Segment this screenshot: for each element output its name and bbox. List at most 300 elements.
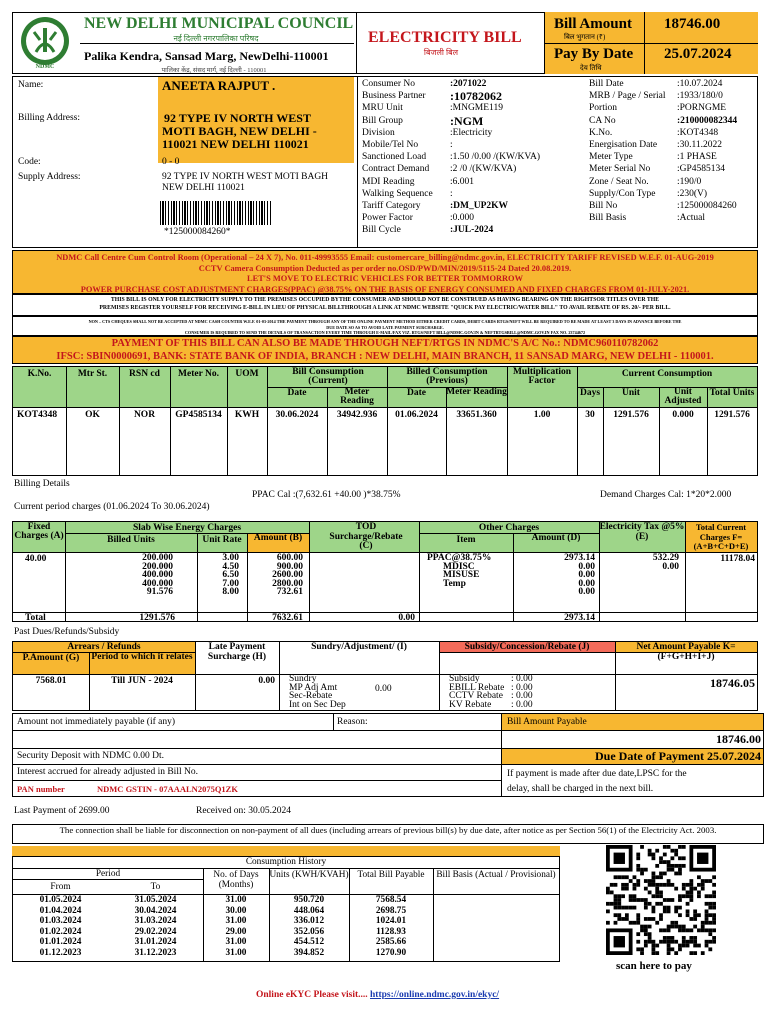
slab-amount: 2600.00 — [272, 570, 303, 580]
history-cell-days: 31.00 — [225, 895, 247, 905]
col-meter-no: Meter No. — [178, 369, 219, 379]
detail-row — [362, 102, 540, 114]
qr-module — [701, 951, 705, 955]
qr-module — [682, 894, 686, 898]
qr-module — [663, 936, 667, 940]
detail-value: :NGM — [450, 113, 484, 128]
qr-module — [712, 940, 716, 944]
detail-value: :2 /0 /(KW/KVA) — [450, 164, 517, 175]
history-cell-total: 1270.90 — [375, 947, 407, 958]
detail-key: MDI Reading — [362, 176, 415, 187]
qr-module — [678, 868, 682, 872]
detail-value: :1 PHASE — [677, 152, 717, 163]
history-cell-from: 01.05.2024 — [39, 895, 82, 905]
qr-module — [636, 940, 640, 944]
qr-module — [629, 879, 633, 883]
sundry-item: MP Adj Amt — [289, 682, 338, 693]
supply-address-line-1: 92 TYPE IV NORTH WEST MOTI BAGH — [162, 172, 329, 182]
slab-amount: 900.00 — [276, 561, 303, 572]
qr-module — [686, 913, 690, 917]
slab-rate: 3.00 — [222, 553, 239, 563]
col-uom: UOM — [235, 369, 259, 379]
qr-module — [670, 940, 674, 944]
neft-line-1: PAYMENT OF THIS BILL CAN ALSO BE MADE THROUGH NEFT/RTGS IN NDMC'S A/C No.: NDMC960110782062 — [111, 338, 659, 349]
qr-module — [697, 853, 708, 864]
qr-module — [689, 940, 693, 944]
qr-module — [629, 906, 633, 910]
qr-module — [682, 936, 686, 940]
qr-module — [644, 928, 648, 932]
detail-key: Bill Date — [589, 79, 624, 89]
qr-module — [697, 944, 701, 948]
qr-module — [705, 902, 709, 906]
bill-amount-value: 18746.00 — [664, 16, 721, 32]
qr-module — [640, 928, 644, 932]
qr-module — [712, 902, 716, 906]
other-amounts-list — [513, 554, 595, 597]
detail-row — [589, 176, 737, 188]
qr-module — [633, 906, 637, 910]
barcode-text: *125000084260* — [164, 227, 231, 237]
qr-module — [633, 894, 637, 898]
qr-module — [697, 894, 701, 898]
detail-row — [589, 163, 737, 175]
detail-key: Power Factor — [362, 213, 413, 224]
neft-banner — [12, 336, 758, 364]
qr-module — [689, 917, 693, 921]
col-fixed-charges: Fixed Charges (A) — [14, 522, 64, 541]
qr-module — [655, 951, 659, 955]
detail-key: Bill No — [589, 201, 618, 212]
col-from: From — [50, 882, 71, 892]
qr-module — [712, 913, 716, 917]
subsidy-row — [449, 701, 533, 710]
qr-module — [610, 902, 614, 906]
qr-module — [670, 864, 674, 868]
qr-module — [625, 887, 629, 891]
qr-module — [652, 906, 656, 910]
qr-module — [674, 872, 678, 876]
qr-module — [667, 936, 671, 940]
qr-module — [625, 913, 629, 917]
history-cell-units: 336.012 — [293, 916, 325, 926]
col-prev-reading: Meter Reading — [446, 387, 507, 397]
qr-module — [689, 891, 693, 895]
slab-rate: 8.00 — [222, 587, 239, 597]
qr-module — [686, 891, 690, 895]
ekyc-link[interactable]: https://online.ndmc.gov.in/ekyc/ — [370, 990, 500, 1000]
qr-module — [617, 906, 621, 910]
qr-module — [648, 917, 652, 921]
qr-module — [708, 921, 712, 925]
qr-module — [614, 906, 618, 910]
qr-module — [712, 921, 716, 925]
sundry-item: Sundry — [289, 674, 317, 684]
qr-module — [682, 887, 686, 891]
qr-module — [674, 909, 678, 913]
qr-module — [693, 913, 697, 917]
qr-module — [689, 883, 693, 887]
qr-module — [652, 856, 656, 860]
qr-module — [663, 860, 667, 864]
history-cell-units: 352.056 — [293, 926, 325, 937]
qr-module — [621, 875, 625, 879]
pan-label: PAN number — [17, 784, 65, 794]
meter-table — [12, 366, 758, 476]
last-payment: Last Payment of 2699.00 — [14, 806, 110, 816]
lpsc-line-1: If payment is made after due date,LPSC for the — [507, 769, 687, 779]
other-amount: 0.00 — [578, 578, 595, 589]
detail-value: :30.11.2022 — [677, 140, 723, 151]
qr-module — [621, 894, 625, 898]
qr-module — [670, 936, 674, 940]
slab-unit: 400.000 — [142, 570, 173, 580]
qr-module — [659, 891, 663, 895]
qr-module — [678, 947, 682, 951]
qr-module — [670, 849, 674, 853]
history-cell-total: 1024.01 — [375, 916, 407, 926]
detail-value: :GP4585134 — [677, 164, 726, 175]
qr-module — [636, 853, 640, 857]
qr-module — [705, 944, 709, 948]
detail-row — [362, 163, 540, 175]
cell-mult: 1.00 — [533, 410, 551, 420]
subsidy-key: CCTV Rebate — [449, 691, 503, 701]
cell-mtr: OK — [85, 410, 100, 420]
qr-module — [655, 887, 659, 891]
barcode — [160, 201, 272, 225]
sundry-list — [289, 675, 346, 709]
history-table — [12, 856, 560, 962]
subsidy-value: : 0.00 — [511, 691, 533, 701]
qr-module — [636, 856, 640, 860]
qr-module — [655, 944, 659, 948]
qr-module — [705, 921, 709, 925]
interest-accrued: Interest accrued for already adjusted in Bill No. — [17, 767, 198, 777]
qr-module — [636, 921, 640, 925]
history-cell-to: 31.01.2024 — [134, 937, 177, 947]
bill-details — [589, 78, 737, 224]
col-to: To — [150, 882, 161, 892]
qr-module — [682, 883, 686, 887]
qr-module — [686, 909, 690, 913]
qr-module — [701, 883, 705, 887]
subsidy-value: : 0.00 — [511, 674, 533, 684]
col-period: Period — [95, 869, 121, 879]
detail-key: K.No. — [589, 127, 613, 138]
qr-module — [652, 917, 656, 921]
qr-module — [693, 936, 697, 940]
cheque-notice-box — [12, 316, 758, 336]
qr-module — [682, 864, 686, 868]
qr-module — [663, 883, 667, 887]
qr-module — [659, 917, 663, 921]
detail-row — [589, 139, 737, 151]
qr-module — [625, 883, 629, 887]
detail-value: :2071022 — [450, 79, 487, 89]
qr-module — [701, 879, 705, 883]
qr-module — [655, 883, 659, 887]
detail-value: :0.000 — [450, 213, 475, 224]
qr-module — [644, 944, 648, 948]
qr-module — [644, 906, 648, 910]
cell-late: 0.00 — [258, 676, 275, 686]
qr-module — [712, 883, 716, 887]
slab-amount: 600.00 — [276, 553, 303, 563]
qr-module — [667, 864, 671, 868]
pay-by-label: Pay By Date — [554, 46, 634, 62]
cell-days: 30 — [585, 410, 595, 420]
detail-row — [362, 176, 540, 188]
qr-module — [636, 879, 640, 883]
history-rows — [13, 895, 559, 958]
qr-module — [621, 906, 625, 910]
qr-module — [674, 853, 678, 857]
cell-unit: 1291.576 — [613, 410, 649, 420]
qr-module — [689, 887, 693, 891]
cell-cur-date: 30.06.2024 — [275, 410, 319, 420]
qr-module — [652, 951, 656, 955]
qr-module — [663, 940, 667, 944]
qr-module — [693, 887, 697, 891]
disclaimer-line-1: THIS BILL IS ONLY FOR ELECTRICITY SUPPLY TO THE PREMISES OCCUPIED BYTHE CONSUMER AND SHOULD NOT BE CONSTRUED AS HAVING BEARING ON THE RIGHTSOR TITLES OVER THE — [110, 297, 660, 303]
total-amount-b: 7632.61 — [272, 613, 303, 623]
col-prev-date: Date — [407, 388, 426, 398]
qr-code[interactable] — [606, 845, 716, 955]
other-items-list — [427, 554, 491, 588]
qr-module — [708, 894, 712, 898]
detail-key: Supply/Con Type — [589, 188, 656, 199]
detail-key: MRB / Page / Serial — [589, 91, 666, 102]
qr-module — [636, 864, 640, 868]
qr-module — [712, 917, 716, 921]
qr-module — [689, 898, 693, 902]
qr-module — [621, 917, 625, 921]
qr-module — [617, 913, 621, 917]
qr-module — [621, 883, 625, 887]
qr-module — [652, 875, 656, 879]
detail-row — [589, 188, 737, 200]
qr-module — [667, 898, 671, 902]
qr-module — [652, 944, 656, 948]
supply-address-label: Supply Address: — [18, 172, 81, 182]
qr-module — [712, 936, 716, 940]
qr-module — [655, 891, 659, 895]
qr-module — [648, 879, 652, 883]
qr-module — [697, 891, 701, 895]
qr-module — [667, 940, 671, 944]
subsidy-key: Subsidy — [449, 674, 480, 684]
qr-module — [708, 879, 712, 883]
slab-unit: 91.576 — [146, 587, 173, 597]
detail-row — [362, 188, 540, 200]
detail-key: Meter Serial No — [589, 164, 651, 175]
qr-module — [708, 906, 712, 910]
bill-amount-payable-label: Bill Amount Payable — [507, 717, 587, 727]
detail-key: Walking Sequence — [362, 188, 433, 199]
qr-module — [659, 902, 663, 906]
detail-value: : — [450, 188, 453, 199]
history-cell-to: 30.04.2024 — [134, 905, 177, 916]
qr-module — [636, 868, 640, 872]
other-amount: 2973.14 — [564, 553, 595, 563]
qr-module — [617, 917, 621, 921]
bill-amount-label: Bill Amount — [554, 16, 632, 32]
qr-module — [648, 925, 652, 929]
qr-module — [678, 864, 682, 868]
qr-module — [648, 940, 652, 944]
qr-module — [678, 856, 682, 860]
qr-module — [712, 928, 716, 932]
qr-module — [689, 936, 693, 940]
history-row — [13, 906, 559, 917]
past-dues-label: Past Dues/Refunds/Subsidy — [14, 627, 120, 637]
qr-module — [655, 875, 659, 879]
notice-line-4: POWER PURCHASE COST ADJUSTMENT CHARGES(PPAC) @38.75% ON THE BASIS OF ENERGY CONSUMED AND FIXED CHARGES FROM 01-JULY-2021. — [80, 284, 690, 294]
notice-line-3: LET'S MOVE TO ELECTRIC VEHICLES FOR BETTER TOMMORROW — [247, 274, 523, 283]
qr-module — [663, 928, 667, 932]
subsidy-key: KV Rebate — [449, 699, 492, 710]
detail-row — [362, 151, 540, 163]
cell-meter: GP4585134 — [175, 410, 222, 420]
etax-value: 532.29 — [652, 553, 679, 563]
qr-module — [686, 902, 690, 906]
col-amount-d: Amount (D) — [531, 533, 581, 543]
col-total-bill: Total Bill Payable — [357, 870, 425, 880]
qr-module — [712, 875, 716, 879]
qr-module — [659, 860, 663, 864]
slab-rates-list — [197, 554, 239, 597]
qr-module — [636, 932, 640, 936]
qr-module — [640, 951, 644, 955]
subsidy-value: : 0.00 — [511, 699, 533, 710]
qr-module — [678, 898, 682, 902]
council-address-hindi: पालिका केंद्र, संसद मार्ग, नई दिल्ली - 110001 — [161, 67, 267, 74]
qr-module — [678, 872, 682, 876]
qr-module — [633, 887, 637, 891]
qr-module — [678, 925, 682, 929]
col-cur-reading: Meter Reading — [340, 387, 374, 406]
qr-module — [674, 951, 678, 955]
qr-module — [629, 898, 633, 902]
qr-module — [670, 925, 674, 929]
qr-module — [644, 925, 648, 929]
other-amount: 0.00 — [578, 587, 595, 597]
billing-details-label: Billing Details — [14, 479, 70, 489]
slab-unit: 200.000 — [142, 561, 173, 572]
footer-box — [12, 713, 764, 797]
detail-value: :125000084260 — [677, 201, 737, 212]
qr-module — [708, 940, 712, 944]
qr-module — [686, 944, 690, 948]
qr-module — [705, 913, 709, 917]
cell-total-current: 11178.04 — [720, 554, 755, 564]
demand-calc: Demand Charges Cal: 1*20*2.000 — [600, 490, 732, 500]
cheque-line-1: NON – CTS CHEQUES SHALL NOT BE ACCEPTED AT NDMC CASH COUNTER W.E.F. 01-03-2014 THE PAYMENT THROUGH ANY OF THE ONLINE PAYMENT METHOD EITHER CREDIT CARDS, DEBIT CARDS RTGS/NEFT WILL BE REQUIRED TO BE MADE AT LEAST 3 DAYS IN ADVANCE BEFORE THE — [88, 319, 682, 324]
qr-module — [667, 860, 671, 864]
slab-unit: 400.000 — [142, 578, 173, 589]
ekyc-line — [256, 990, 499, 1000]
qr-module — [667, 879, 671, 883]
qr-module — [633, 921, 637, 925]
detail-value: :210000082344 — [677, 115, 738, 126]
detail-key: Bill Cycle — [362, 225, 401, 236]
qr-module — [693, 909, 697, 913]
history-title: Consumption History — [245, 857, 327, 867]
qr-module — [640, 898, 644, 902]
detail-value: :DM_UP2KW — [450, 201, 509, 212]
col-sundry: Sundry/Adjustment/ (I) — [311, 642, 407, 652]
qr-module — [636, 917, 640, 921]
history-cell-days: 31.00 — [225, 947, 247, 958]
detail-row — [589, 200, 737, 212]
detail-key: Sanctioned Load — [362, 152, 427, 163]
qr-module — [659, 913, 663, 917]
col-kno: K.No. — [27, 369, 52, 379]
history-orange-bar — [12, 846, 560, 856]
consumer-details — [362, 78, 540, 237]
council-name: NEW DELHI MUNICIPAL COUNCIL — [84, 15, 354, 32]
qr-module — [640, 868, 644, 872]
qr-module — [701, 928, 705, 932]
qr-module — [697, 883, 701, 887]
slab-amount: 732.61 — [276, 587, 303, 597]
slab-unit: 200.000 — [142, 553, 173, 563]
qr-module — [712, 906, 716, 910]
qr-module — [678, 928, 682, 932]
qr-module — [629, 894, 633, 898]
col-late-payment: Late Payment Surcharge (H) — [207, 642, 267, 662]
qr-module — [614, 913, 618, 917]
cheque-line-2: DUE DATE SO AS TO AVOID LATE PAYMENT SURCHARGE. — [326, 324, 444, 330]
cell-cur-reading: 34942.936 — [336, 410, 378, 420]
total-label: Total — [25, 613, 46, 623]
cell-net-amount: 18746.05 — [710, 676, 755, 690]
qr-module — [686, 883, 690, 887]
qr-module — [689, 951, 693, 955]
col-pamount: P.Amount (G) — [22, 653, 80, 663]
qr-module — [636, 947, 640, 951]
qr-module — [633, 898, 637, 902]
history-cell-total: 2585.66 — [375, 937, 407, 947]
col-mult-factor: Multiplication Factor — [512, 367, 572, 386]
col-unit: Unit — [622, 388, 640, 398]
qr-module — [652, 879, 656, 883]
disclaimer-line-2: PREMISES REGISTER YOURSELF FOR RECEIVING E-BILL IN LIEU OF PHYSICAL BILLTHROUGH A LINK AT NDMC WEBSITE "QUICK PAY ELECTRIC/WATER BILL" TO AVAIL REBATE OF RS. 20/- PER BILL. — [99, 304, 671, 311]
pay-by-date: 25.07.2024 — [664, 46, 732, 62]
qr-code-icon[interactable] — [606, 845, 716, 955]
col-rsn: RSN cd — [129, 369, 160, 379]
qr-module — [655, 921, 659, 925]
qr-module — [667, 845, 671, 849]
qr-module — [617, 898, 621, 902]
qr-module — [648, 853, 652, 857]
other-item: MISUSE — [443, 570, 480, 580]
total-units: 1291.576 — [139, 613, 175, 623]
sundry-item: Int on Sec Dep — [289, 699, 346, 710]
detail-row — [589, 90, 737, 102]
qr-module — [659, 875, 663, 879]
other-item: Temp — [443, 578, 466, 589]
detail-row — [589, 127, 737, 139]
qr-module — [663, 906, 667, 910]
cell-unit-adj: 0.000 — [672, 410, 694, 420]
detail-key: Bill Group — [362, 115, 403, 126]
qr-module — [640, 872, 644, 876]
detail-value: : — [450, 140, 453, 151]
cell-prev-date: 01.06.2024 — [395, 410, 438, 420]
qr-module — [693, 917, 697, 921]
